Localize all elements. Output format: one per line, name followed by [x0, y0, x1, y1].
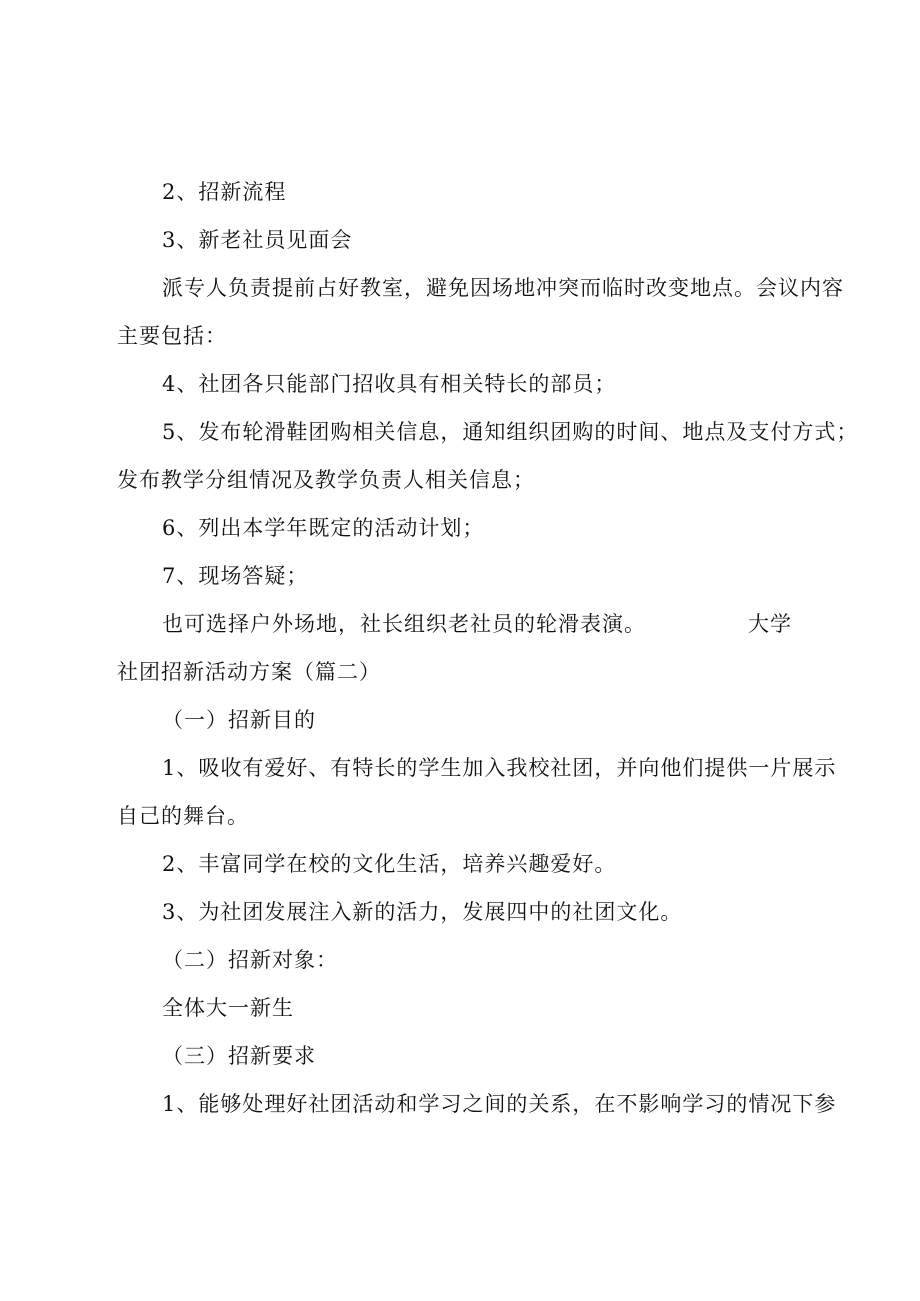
- paragraph-line: 2、丰富同学在校的文化生活，培养兴趣爱好。: [162, 852, 617, 876]
- paragraph-line: 5、发布轮滑鞋团购相关信息，通知组织团购的时间、地点及支付方式；: [162, 420, 859, 444]
- paragraph-line: 3、为社团发展注入新的活力，发展四中的社团文化。: [162, 900, 683, 924]
- paragraph-line: 7、现场答疑；: [162, 564, 309, 588]
- paragraph-line: 3、新老社员见面会: [162, 228, 353, 252]
- paragraph-line: 1、吸收有爱好、有特长的学生加入我校社团，并向他们提供一片展示: [162, 756, 837, 780]
- paragraph-line: 1、能够处理好社团活动和学习之间的关系，在不影响学习的情况下参: [162, 1092, 837, 1116]
- paragraph-line: 全体大一新生: [162, 996, 294, 1020]
- paragraph-line: 4、社团各只能部门招收具有相关特长的部员；: [162, 372, 617, 396]
- subsection-heading: （三）招新要求: [162, 1044, 316, 1068]
- paragraph-line: 发布教学分组情况及教学负责人相关信息；: [117, 468, 535, 492]
- paragraph-line: 自己的舞台。: [117, 804, 249, 828]
- paragraph-line: 派专人负责提前占好教室，避免因场地冲突而临时改变地点。会议内容: [162, 276, 844, 300]
- paragraph-line: 大学: [748, 612, 792, 636]
- paragraph-line: 也可选择户外场地，社长组织老社员的轮滑表演。: [162, 612, 646, 636]
- section-heading: 社团招新活动方案（篇二）: [117, 660, 381, 684]
- subsection-heading: （二）招新对象：: [162, 948, 338, 972]
- paragraph-line: 6、列出本学年既定的活动计划；: [162, 516, 485, 540]
- subsection-heading: （一）招新目的: [162, 708, 316, 732]
- paragraph-line: 主要包括：: [117, 324, 227, 348]
- paragraph-line: 2、招新流程: [162, 180, 287, 204]
